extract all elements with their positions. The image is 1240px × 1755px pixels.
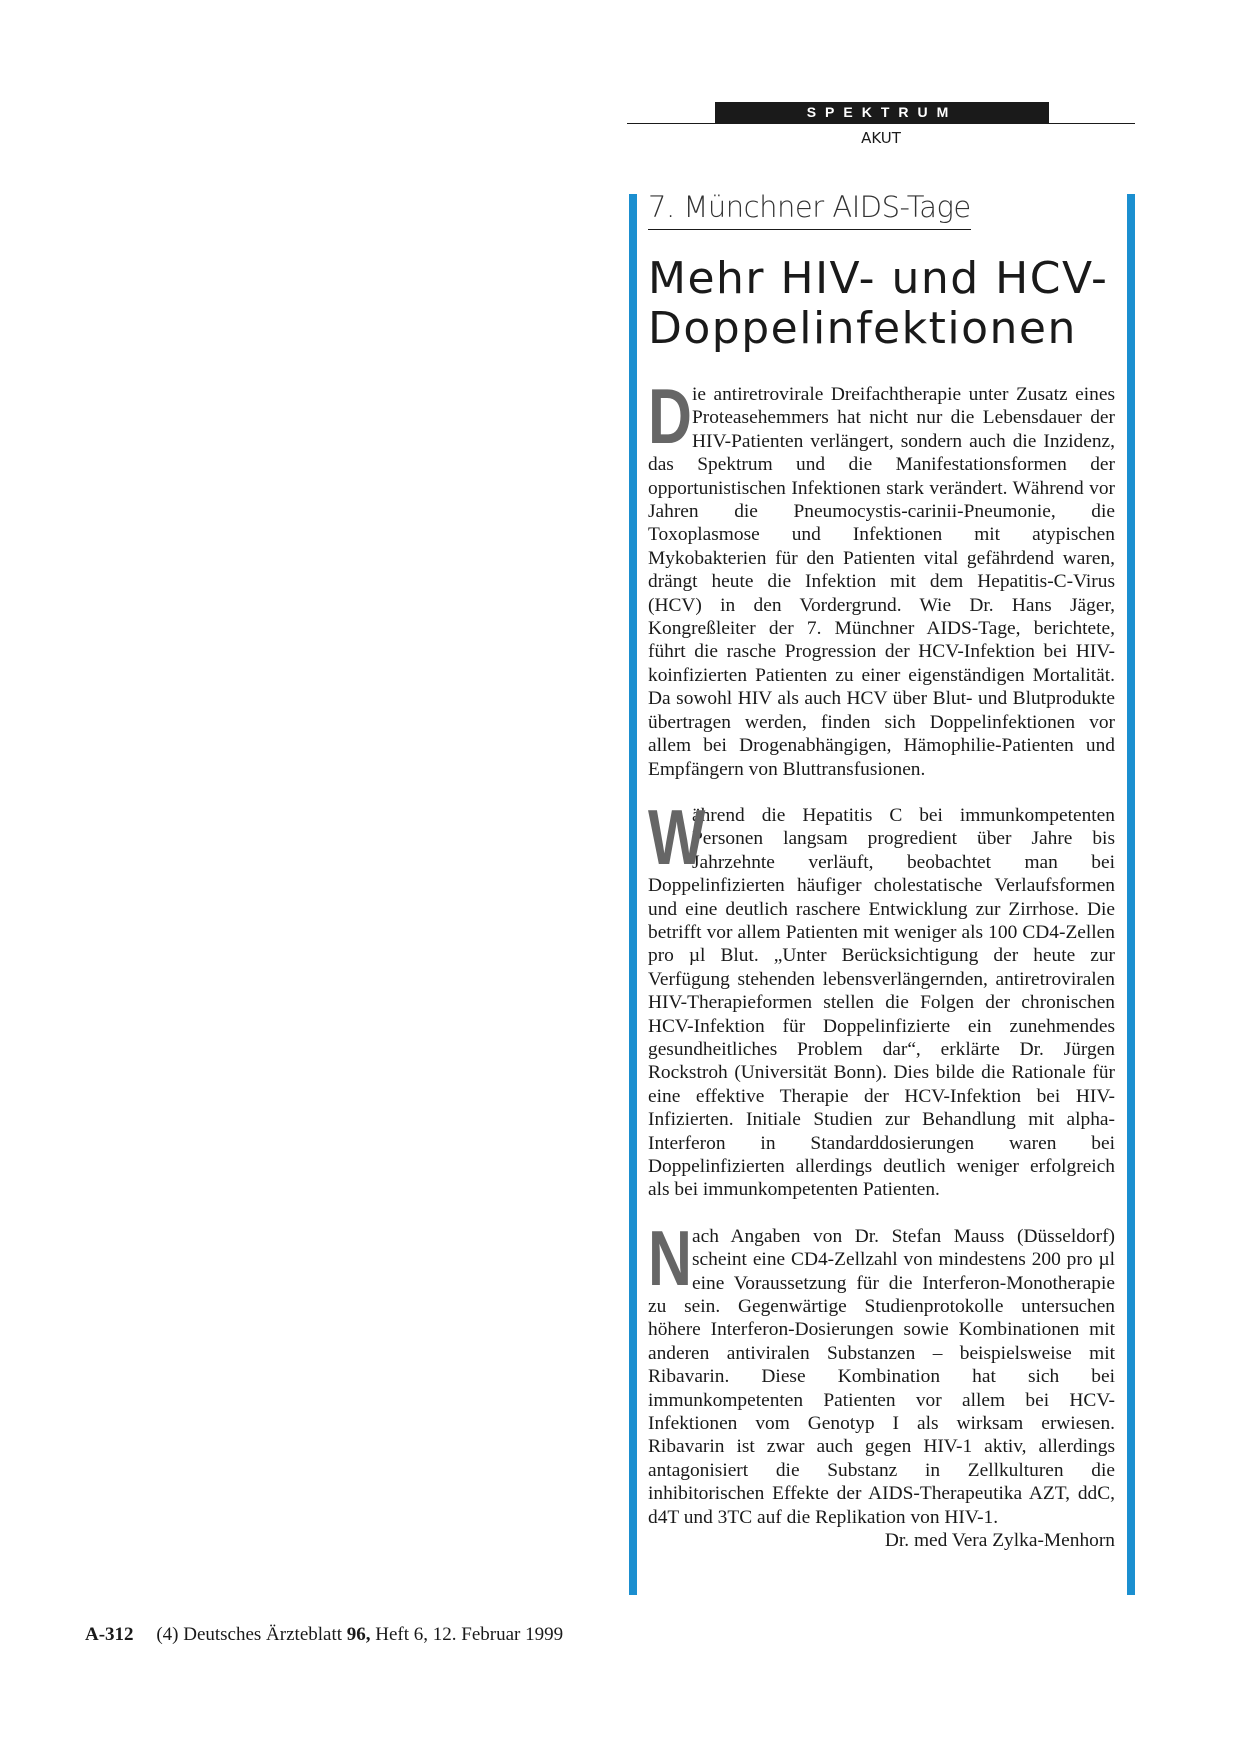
accent-bar-right — [1127, 194, 1135, 1595]
drop-cap: W — [648, 792, 706, 881]
page-footer — [85, 1624, 563, 1646]
subsection-label: AKUT — [861, 129, 901, 147]
drop-cap: D — [648, 372, 692, 460]
article-body — [648, 372, 1115, 1553]
issue-info: Heft 6, 12. Februar 1999 — [375, 1624, 564, 1645]
article-paragraph — [648, 372, 1115, 781]
paragraph-text: ach Angaben von Dr. Stefan Mauss (Düsseldorf) scheint eine CD4-Zellzahl von mindestens 200 pro µl eine Voraussetzung für die Interferon-Monotherapie zu sein. Gegenwärtige Studienprotokolle untersuchen höhere Interferon-Dosierungen sowie Kombinationen mit anderen antiviralen Substanzen – beispielsweise mit Ribavarin. Diese Kombination hat sich bei immunkompetenten Patienten vor allem bei HCV-Infektionen vom Genotyp I als wirksam erwiesen. Ribavarin ist zwar auch gegen HIV-1 aktiv, allerdings antagonisiert die Substanz in Zellkulturen die inhibitorischen Effekte der AIDS-Therapeutika AZT, ddC, d4T und 3TC auf die Replikation von HIV-1. — [648, 1225, 1115, 1528]
article-kicker: 7. Münchner AIDS-Tage — [648, 190, 971, 230]
journal-name: (4) Deutsches Ärzteblatt — [156, 1624, 343, 1645]
page-number: A-312 — [85, 1624, 134, 1645]
article-paragraph — [648, 792, 1115, 1202]
accent-bar-left — [629, 194, 637, 1595]
paragraph-text: ährend die Hepatitis C bei immunkompetenten Personen langsam progredient über Jahre bis Jahrzehnte verläuft, beobachtet man bei Doppelinfizierten häufiger cholestatische Verlaufsformen und eine deutlich raschere Entwicklung zur Zirrhose. Die betrifft vor allem Patienten mit weniger als 100 CD4-Zellen pro µl Blut. „Unter Berücksichtigung der heute zur Verfügung stehenden lebensverlängernden, antiretroviralen HIV-Therapieformen stellen die Folgen der chronischen HCV-Infektion für Doppelinfizierte ein zunehmendes gesundheitliches Problem dar“, erklärte Dr. Jürgen Rockstroh (Universität Bonn). Dies bilde die Rationale für eine effektive Therapie der HCV-Infektion bei HIV-Infizierten. Initiale Studien zur Behandlung mit alpha-Interferon in Standarddosierungen waren bei Doppelinfizierten allerdings deutlich weniger erfolgreich als bei immunkompetenten Patienten. — [648, 804, 1115, 1201]
article-paragraph — [648, 1213, 1115, 1553]
drop-cap: N — [648, 1213, 692, 1302]
section-label: SPEKTRUM — [715, 102, 1049, 123]
journal-volume: 96, — [346, 1624, 371, 1645]
author-signature: Dr. med Vera Zylka-Menhorn — [884, 1530, 1115, 1552]
article — [648, 190, 1115, 1553]
article-headline: Mehr HIV- und HCV-Doppelinfektionen — [648, 253, 1109, 354]
header-rule — [627, 123, 1135, 124]
paragraph-text: ie antiretrovirale Dreifachtherapie unter Zusatz eines Proteasehemmers hat nicht nur die Lebensdauer der HIV-Patienten verlängert, sondern auch die Inzidenz, das Spektrum und die Manifestationsformen der opportunistischen Infektionen stark verändert. Während vor Jahren die Pneumocystis-carinii-Pneumonie, die Toxoplasmose und Infektionen mit atypischen Mykobakterien für den Patienten vital gefährdend waren, drängt heute die Infektion mit dem Hepatitis-C-Virus (HCV) in den Vordergrund. Wie Dr. Hans Jäger, Kongreßleiter der 7. Münchner AIDS-Tage, berichtete, führt die rasche Progression der HCV-Infektion bei HIV-koinfizierten Patienten zu einer eigenständigen Mortalität. Da sowohl HIV als auch HCV über Blut- und Blutprodukte übertragen werden, finden sich Doppelinfektionen vor allem bei Drogenabhängigen, Hämophilie-Patienten und Empfängern von Bluttransfusionen. — [648, 384, 1115, 780]
